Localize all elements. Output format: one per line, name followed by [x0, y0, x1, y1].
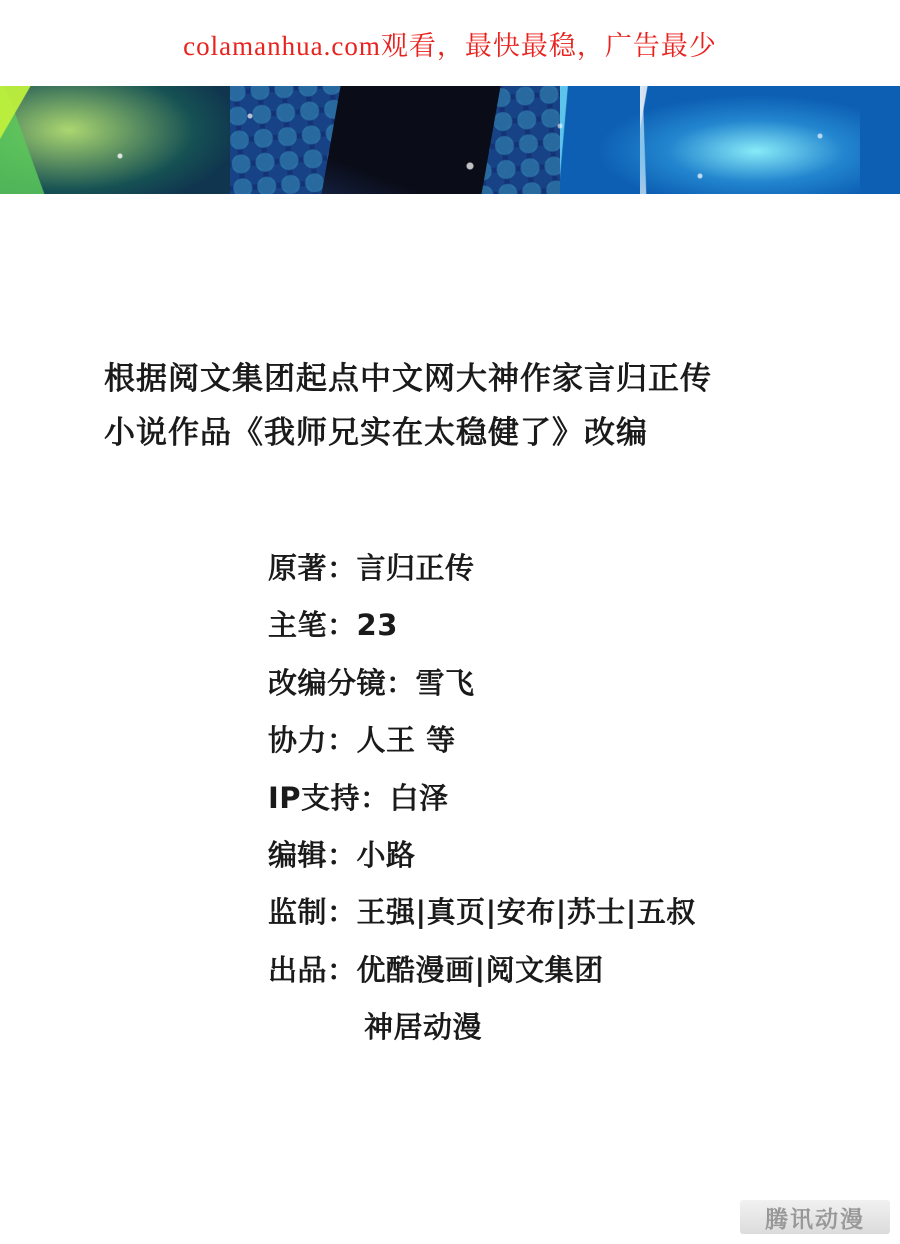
credit-label: 监制：: [268, 895, 357, 930]
credit-value: 神居动漫: [364, 1010, 483, 1045]
credit-row-storyboard: [268, 655, 868, 712]
credit-label: 协力：: [268, 723, 357, 758]
credit-row-lead-artist: [268, 597, 868, 654]
credit-value: 雪飞: [415, 665, 475, 700]
credit-row-producer: [268, 942, 868, 999]
comic-artwork-strip: [0, 86, 900, 194]
credit-label: 出品：: [268, 952, 357, 987]
credit-row-original-author: [268, 540, 868, 597]
credit-value: 优酷漫画|阅文集团: [356, 952, 604, 987]
credit-value: 王强|真页|安布|苏士|五叔: [356, 895, 696, 930]
top-watermark-text: colamanhua.com观看，最快最稳，广告最少: [183, 31, 717, 61]
credit-row-producer-second: [268, 999, 868, 1056]
credit-value: 白泽: [389, 780, 449, 815]
brand-watermark: 腾讯动漫: [740, 1200, 890, 1234]
credit-label: 主笔：: [268, 608, 357, 643]
credit-label: 编辑：: [268, 838, 357, 873]
credit-label: 改编分镜：: [268, 665, 416, 700]
credit-value: 23: [356, 608, 398, 643]
adaptation-note-line-2: 小说作品《我师兄实在太稳健了》改编: [104, 415, 648, 452]
credit-label: 原著：: [268, 551, 357, 585]
credits-list: [268, 540, 868, 1057]
credit-value: 小路: [356, 838, 416, 873]
adaptation-note-line-1: 根据阅文集团起点中文网大神作家言归正传: [104, 361, 712, 397]
adaptation-note: [104, 352, 824, 461]
credit-label: IP支持：: [268, 780, 390, 815]
credit-row-ip-support: [268, 770, 868, 827]
credit-row-editor: [268, 827, 868, 884]
credit-value: 言归正传: [356, 551, 475, 585]
credit-value: 人王 等: [356, 723, 456, 758]
artwork-droplets: [0, 86, 900, 194]
credit-row-supervisor: [268, 884, 868, 941]
credit-row-assistance: [268, 712, 868, 769]
